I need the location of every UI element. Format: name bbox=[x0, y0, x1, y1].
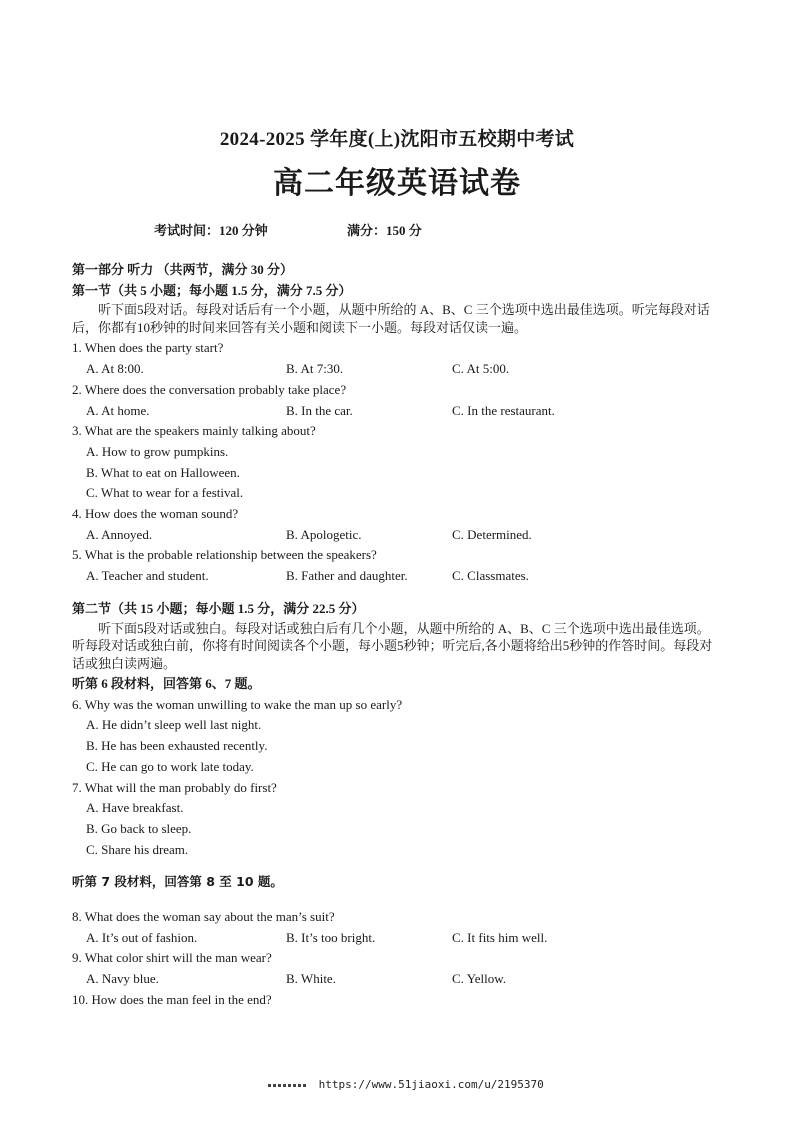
question: 10. How does the man feel in the end? bbox=[72, 991, 272, 1007]
exam-meta bbox=[154, 220, 422, 239]
material-heading: 听第 6 段材料，回答第 6、7 题。 bbox=[72, 676, 261, 692]
option-a: A. Teacher and student. bbox=[86, 568, 209, 584]
section-instructions: 听下面5段对话。每段对话后有一个小题，从题中所给的 A、B、C 三个选项中选出最佳选项。听完每段对话后，你都有10秒钟的时间来回答有关小题和阅读下一小题。每段对话仅读一遍。 bbox=[72, 302, 710, 335]
option-b: B. He has been exhausted recently. bbox=[86, 738, 268, 754]
options-row bbox=[72, 525, 716, 546]
question: 4. How does the woman sound? bbox=[72, 506, 239, 522]
question: 9. What color shirt will the man wear? bbox=[72, 950, 272, 966]
options-row bbox=[72, 401, 716, 422]
question: 5. What is the probable relationship between the speakers? bbox=[72, 547, 377, 563]
option-c: C. What to wear for a festival. bbox=[86, 485, 244, 501]
exam-content bbox=[72, 260, 716, 1011]
option-b: B. Apologetic. bbox=[286, 526, 362, 542]
full-score: 满分：150 分 bbox=[347, 223, 422, 238]
options-row bbox=[72, 969, 716, 990]
footer-url[interactable]: https://www.51jiaoxi.com/u/2195370 bbox=[318, 1078, 544, 1091]
option-b: B. White. bbox=[286, 971, 336, 987]
question: 8. What does the woman say about the man’s suit? bbox=[72, 909, 335, 925]
option-b: B. What to eat on Halloween. bbox=[86, 464, 240, 480]
question: 2. Where does the conversation probably take place? bbox=[72, 381, 347, 397]
exam-subtitle: 高二年级英语试卷 bbox=[273, 167, 521, 200]
footer-watermark bbox=[268, 1078, 544, 1091]
section-heading: 第二节（共 15 小题；每小题 1.5 分，满分 22.5 分） bbox=[72, 600, 365, 616]
options-row bbox=[72, 566, 716, 587]
option-b: B. At 7:30. bbox=[286, 361, 344, 377]
spacer bbox=[72, 893, 716, 907]
option-c: C. Yellow. bbox=[452, 971, 507, 987]
option-c: C. Determined. bbox=[452, 526, 532, 542]
question: 7. What will the man probably do first? bbox=[72, 779, 277, 795]
option-a: A. Have breakfast. bbox=[86, 800, 184, 816]
options-row bbox=[72, 359, 716, 380]
watermark-logo-icon bbox=[268, 1084, 308, 1087]
option-c: C. He can go to work late today. bbox=[86, 758, 254, 774]
option-c: C. Share his dream. bbox=[86, 841, 189, 857]
question: 6. Why was the woman unwilling to wake the man up so early? bbox=[72, 696, 403, 712]
section-heading: 第一节（共 5 小题；每小题 1.5 分，满分 7.5 分） bbox=[72, 282, 352, 298]
option-b: B. Father and daughter. bbox=[286, 568, 408, 584]
exam-title: 2024-2025 学年度(上)沈阳市五校期中考试 bbox=[219, 129, 575, 150]
option-a: A. How to grow pumpkins. bbox=[86, 443, 229, 459]
spacer bbox=[72, 860, 716, 872]
option-b: B. Go back to sleep. bbox=[86, 820, 192, 836]
option-a: A. He didn’t sleep well last night. bbox=[86, 717, 262, 733]
option-a: A. At home. bbox=[86, 402, 150, 418]
option-a: A. At 8:00. bbox=[86, 361, 144, 377]
options-row bbox=[72, 928, 716, 949]
part-heading: 第一部分 听力 （共两节，满分 30 分） bbox=[72, 262, 294, 277]
option-c: C. It fits him well. bbox=[452, 929, 548, 945]
material-heading: 听第 7 段材料，回答第 8 至 10 题。 bbox=[72, 874, 283, 890]
spacer bbox=[72, 587, 716, 599]
question: 3. What are the speakers mainly talking about? bbox=[72, 423, 316, 439]
option-c: C. Classmates. bbox=[452, 568, 529, 584]
exam-time: 考试时间：120 分钟 bbox=[154, 223, 268, 238]
question: 1. When does the party start? bbox=[72, 340, 224, 356]
option-a: A. Annoyed. bbox=[86, 526, 153, 542]
option-c: C. In the restaurant. bbox=[452, 402, 555, 418]
option-a: A. It’s out of fashion. bbox=[86, 929, 198, 945]
section-instructions: 听下面5段对话或独白。每段对话或独白后有几个小题，从题中所给的 A、B、C 三个选项中选出最佳选项。听每段对话或独白前，你将有时间阅读各个小题，每小题5秒钟；听完后,各小题将给出5秒钟的作答时间。每段对话或独白读两遍。 bbox=[72, 620, 713, 671]
option-c: C. At 5:00. bbox=[452, 361, 510, 377]
option-b: B. In the car. bbox=[286, 402, 353, 418]
option-a: A. Navy blue. bbox=[86, 971, 159, 987]
option-b: B. It’s too bright. bbox=[286, 929, 376, 945]
